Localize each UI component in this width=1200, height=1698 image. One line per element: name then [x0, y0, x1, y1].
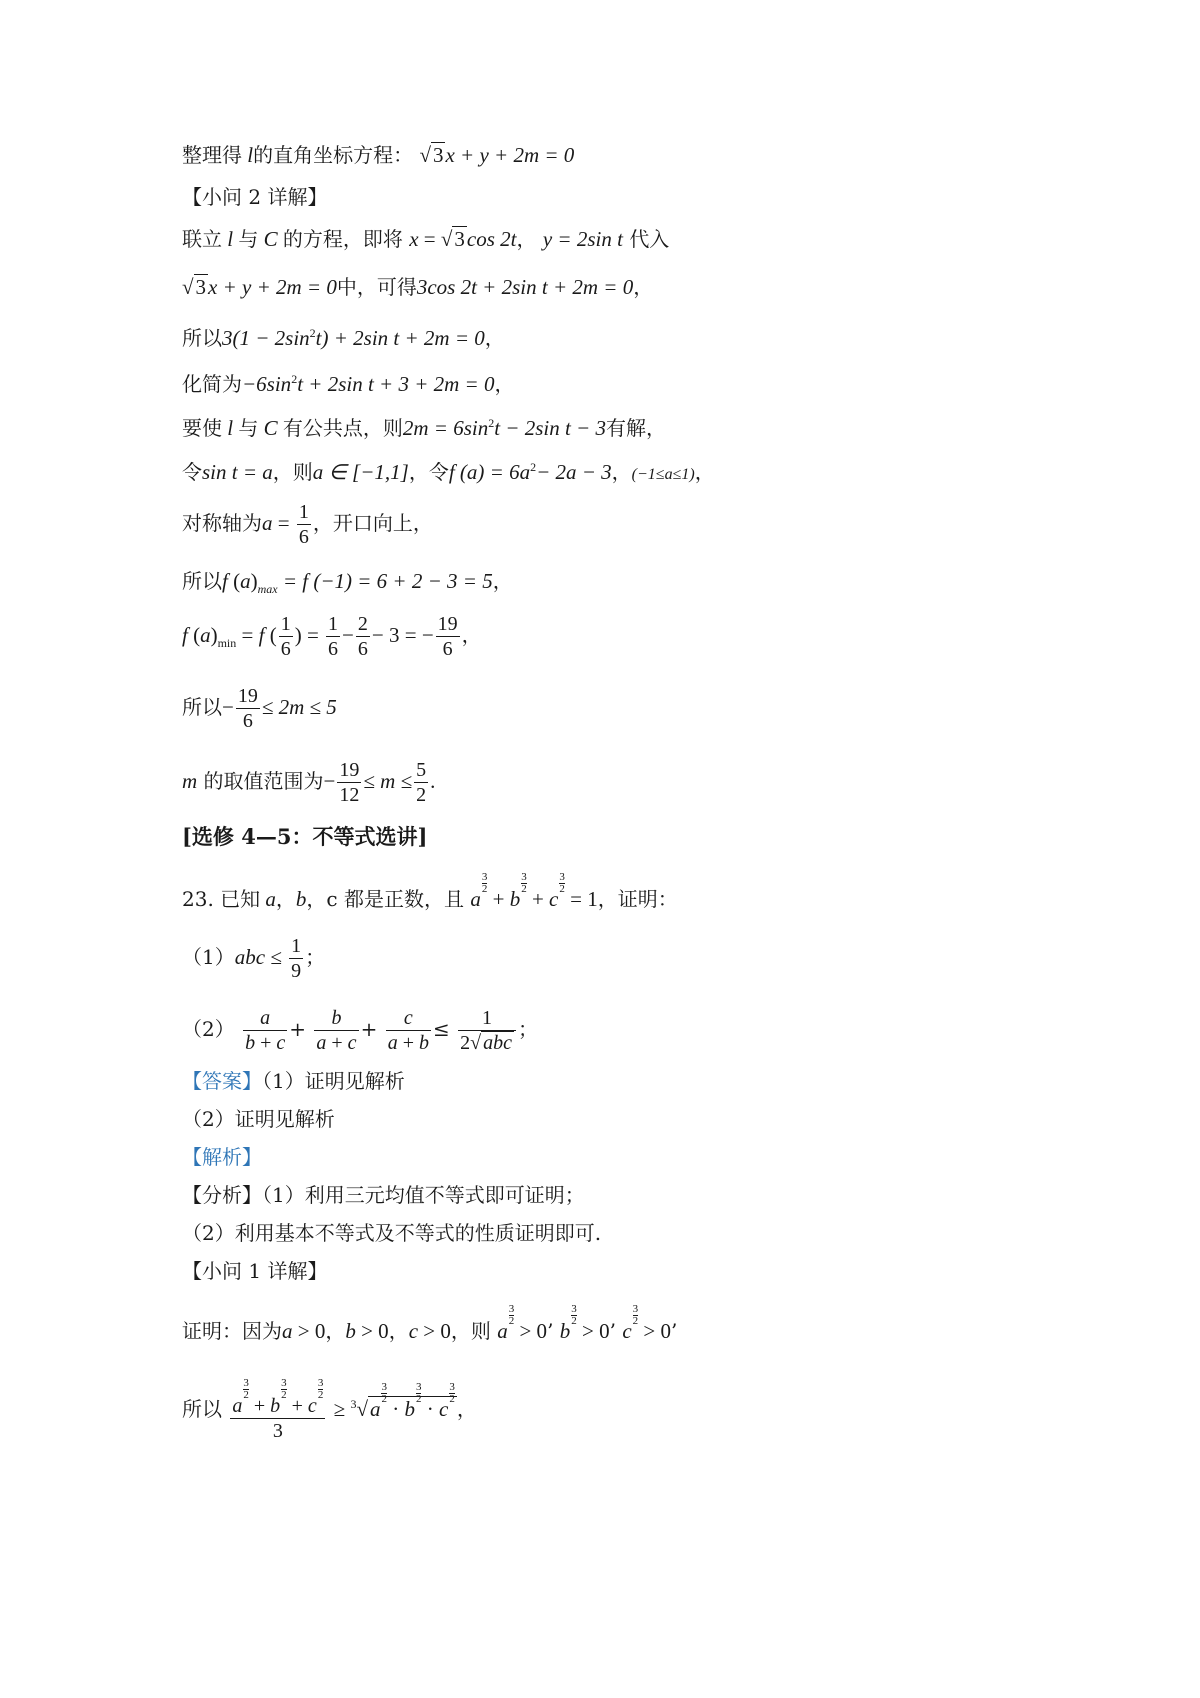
text-line-12: 所以− $\frac{19}{6}$ ≤ 2m ≤ 5 — [182, 685, 337, 732]
text-line-6: 化简为$-6\sin^2t + 2\sin$ t + 3 + 2m = 0， — [182, 372, 515, 396]
analysis-line-2: （2）利用基本不等式及不等式的性质证明即可. — [182, 1221, 602, 1245]
equation: √3x + y + 2m = 0 — [419, 143, 575, 167]
text-line-4: √3x + y + 2m = 0中，可得3cos 2t + 2sin t + 2m = 0， — [182, 275, 654, 299]
text-line-1: 整理得 l的直角坐标方程： √3x + y + 2m = 0 — [182, 143, 575, 167]
proof-line-1: 证明：因为a > 0，b > 0，c > 0，则 a $\frac{3}{2}$ > 0’ b $\frac{3}{2}$ > 0’ c $\frac{3}{2}$ > 0’ — [182, 1303, 678, 1343]
text: 整理得 — [182, 143, 242, 167]
text-line-13: m 的取值范围为− $\frac{19}{12}$ ≤ m ≤ $\frac{5}{2}$ . — [182, 759, 436, 806]
analysis-tag: 【解析】 — [182, 1145, 262, 1169]
text-line-7: 要使 l 与 C 有公共点，则$2m = 6\sin^2t - 2\sin$ t − 3有解， — [182, 416, 666, 440]
sub-question-1-header: 【小问 1 详解】 — [182, 1259, 328, 1283]
answer-tag: 【答案】 — [182, 1069, 262, 1093]
proof-line-2: 所以 a $\frac{3}{2}$ + b $\frac{3}{2}$ + c $\frac{3}{2}$ 3 ≥ $^3$√a $\frac{3}{2}$ · b $\frac{3}{2}$ · c $\frac{3}{2}$ ， — [182, 1377, 477, 1442]
analysis-line-1: 【分析】（1）利用三元均值不等式即可证明； — [182, 1183, 585, 1207]
sub-question-2-header: 【小问 2 详解】 — [182, 185, 328, 209]
question-23: 23. 已知 a，b，c 都是正数，且 a $\frac{3}{2}$ + b $\frac{3}{2}$ + c $\frac{3}{2}$ = 1，证明： — [182, 871, 678, 911]
text: 的直角坐标方程： — [253, 143, 414, 167]
section-title: [选修 4—5：不等式选讲] — [182, 824, 428, 849]
text-line-8: 令sin t = a，则a ∈ [−1,1]，令f $(a) = 6a^2- 2a - 3$，(−1≤a≤1)， — [182, 460, 715, 484]
text-line-3: 联立 l 与 C 的方程，即将 x = √3cos 2t， y = 2sin t 代入 — [182, 227, 670, 251]
answer-line-1: 【答案】（1）证明见解析 — [182, 1069, 405, 1093]
text-line-11: f $(a)_{min} = f$ ( $\frac{1}{6}$ ) = $\frac{1}{6}$ − $\frac{2}{6}$ − 3 = − $\frac{19}{6}$ ， — [182, 613, 482, 660]
text-line-5: 所以$3(1 - 2\sin^2t) + 2\sin$ t + 2m = 0， — [182, 326, 505, 350]
answer-line-2: （2）证明见解析 — [182, 1107, 335, 1131]
question-part-1: （1）abc ≤ $\frac{1}{9}$ ； — [182, 935, 326, 982]
question-part-2: （2） $\frac{a}{b + c}$ + $\frac{b}{a + c}$ + $\frac{c}{a + b}$ ≤ $\frac{1}{\text{2√ abc}}$ ； — [182, 1007, 538, 1054]
text-line-10: 所以f $(a)_{max} = f$ (−1) = 6 + 2 − 3 = 5， — [182, 569, 513, 597]
text-line-9: 对称轴为a = $\frac{1}{6}$ ，开口向上， — [182, 501, 433, 548]
